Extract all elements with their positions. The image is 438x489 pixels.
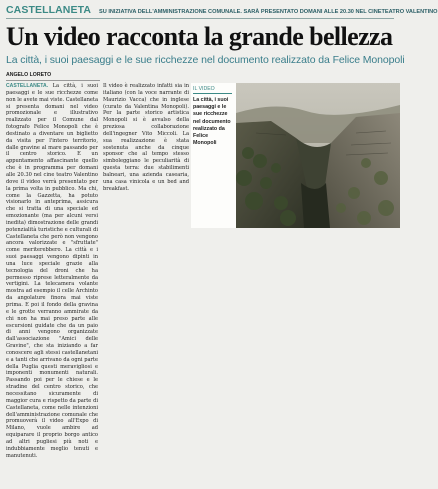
photo-caption-box [191, 83, 234, 150]
paragraph-1 [6, 83, 98, 459]
paragraph-2: Il video è realizzato infatti sia in italiano (con la voce narrante di Maurizio Vacca) che in inglese (curato da Valentina Monopoli). Per la parte storico artistica Monopoli si è avvalso della preziosa collaborazione dell'ingegner Vito Miccoli. La sua realizzazione è stata sostenuta anche da cinque sponsor che al tempo stesso simboleggiano le peculiarità di questa terra: due stabilimenti balneari, una azienda casearia, una casa vinicola e un bed and breakfast. [103, 83, 189, 192]
gravina-photo [236, 83, 400, 228]
column-2 [103, 83, 189, 193]
column-1 [6, 83, 98, 459]
kicker-line: SU INIZIATIVA DELL'AMMINISTRAZIONE COMUNALE. SARÀ PRESENTATO DOMANI ALLE 20.30 NEL CINETEATRO VALENTINO [99, 9, 438, 15]
byline: ANGELO LORETO [6, 72, 100, 81]
article-topbar [6, 4, 438, 19]
article-body [6, 83, 394, 483]
photo-caption: La città, i suoi paesaggi e le sue ricchezze nel documento realizzato da Felice Monopoli [193, 97, 231, 147]
photo-block [191, 83, 400, 228]
dateline-city: CASTELLANETA. [6, 83, 49, 89]
section-label: CASTELLANETA [6, 4, 91, 16]
ravine-landscape-image [236, 83, 400, 228]
column-1-text: La città, i suoi paesaggi e le sue ricchezze come non le avete mai viste. Castellaneta si presenta domani nel video promozionale e illustrativo realizzato per il Comune dal fotografo Felice Monopoli che è destinato a diventare un biglietto da visita per l'intero territorio, dalle gravine al mare passando per il centro storico. E un appuntamento affascinante quello che è in programma per domani alle 20.30 nel cine teatro Valentino dove il video verrà presentato per la prima volta in pubblico. Ma chi, come la Gazzetta, ha potuto visionarlo in anteprima, assicura che si tratta di una speciale ed emozionante (ma per alcuni versi inedita) dimostrazione delle grandi potenzialità turistiche e culturali di Castellaneta che però non vengono ancora valorizzate e "sfruttate" come meriterebbero. La città e i suoi paesaggi vengono dipinti in una luce speciale grazie alla tecnologia del droni che ha permesso riprese letteralmente da vertigini. La telecamera volante mostra ad esempio il celle Archinto da angolature finora mai viste prima. E poi il fondo della gravina e le grotte verranno ammirate da chi non ha mai preso parte alle escursioni guidate che da un paio di anni vengono organizzate dall'associazione "Amici delle Gravine", che sta iniziando a far conoscere agli stessi castellanetani e a tanti che arrivano da ogni parte della Puglia questi meravigliosi e imponenti monumenti naturali. Passando poi per le chiese e le stradine del centro storico, che necessitano sicuramente di maggior cura e rispetto da parte di Castellaneta, come nelle intenzioni dell'amministrazione comunale che promuoverà il video all'Expo di Milano, vuole ambire ad equiparare il proprio borgo antico ad altri pugliesi più noti e indubbiamente meglio tenuti e manutenuti. [6, 83, 98, 459]
headline: Un video racconta la grande bellezza [6, 22, 393, 51]
caption-label: IL VIDEO [193, 86, 232, 94]
subheadline: La città, i suoi paesaggi e le sue ricchezze nel documento realizzato da Felice Monopoli [6, 54, 405, 66]
